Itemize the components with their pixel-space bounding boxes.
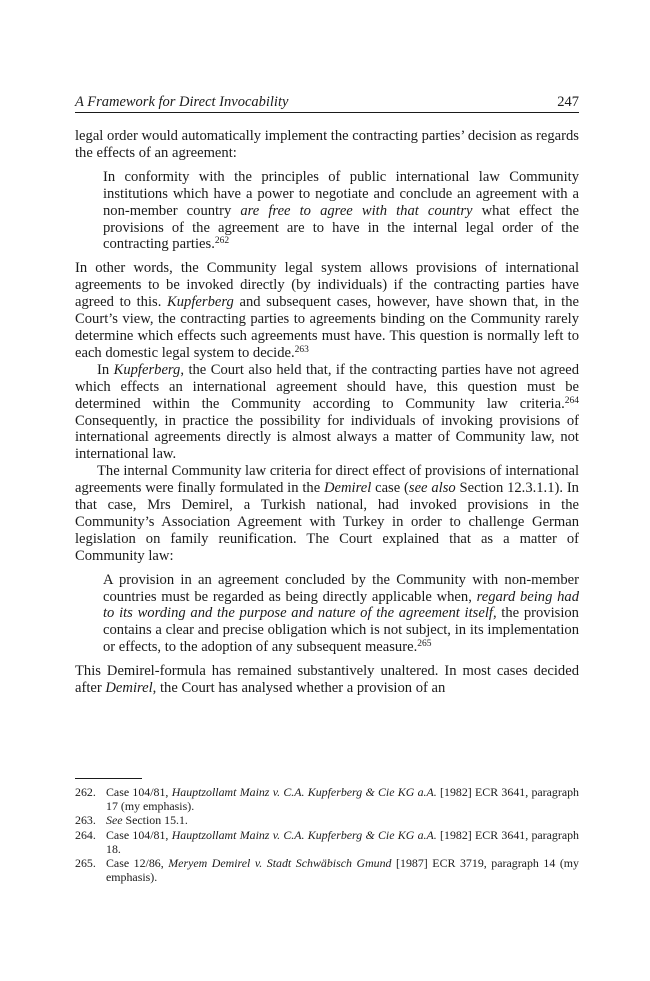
paragraph: In Kupferberg, the Court also held that, if the contracting parties have not agreed which effects an international agreement should have, this question must be determined within the Community according to Community law criteria.$^{264}$ Consequently, in practice the possibility for individuals of invoking provisions of international agreements directly is almost always a matter of Community law, not international law. <box>75 361 579 463</box>
footnote-ref: 262 <box>214 236 230 247</box>
footnote: 262. Case 104/81, Hauptzollamt Mainz v. C.A. Kupferberg & Cie KG a.A. [1982] ECR 3641, paragraph 17 (my emphasis). <box>75 785 579 814</box>
footnote: 265. Case 12/86, Meryem Demirel v. Stadt Schwäbisch Gmund [1987] ECR 3719, paragraph 14 (my emphasis). <box>75 856 579 885</box>
footnote-ref: 263 <box>294 344 309 355</box>
block-quote: In conformity with the principles of public international law Community institutions which have a power to negotiate and conclude an agreement with a non-member country are free to agree with that country what effect the provisions of the agreement are to have in the internal legal order of the contracting parties.$^{262}$ <box>103 168 579 253</box>
footnotes <box>75 785 579 884</box>
paragraph: legal order would automatically implement the contracting parties’ decision as regards the effects of an agreement: <box>75 128 579 161</box>
paragraph: The internal Community law criteria for direct effect of provisions of international agreements were finally formulated in the Demirel case (see also Section 12.3.1.1). In that case, Mrs Demirel, a Turkish national, had invoked provisions in the Community’s Association Agreement with Turkey in order to challenge German legislation on family reunification. The Court explained that as a matter of Community law: <box>75 463 579 564</box>
block-quote: A provision in an agreement concluded by the Community with non-member countries must be regarded as being directly applicable when, regard being had to its wording and the purpose and nature of the agreement itself, the provision contains a clear and precise obligation which is not subject, in its implementation or effects, to the adoption of any subsequent measure.$^{265}$ <box>103 571 579 656</box>
running-header <box>75 94 579 113</box>
paragraph: This Demirel-formula has remained substantively unaltered. In most cases decided after Demirel, the Court has analysed whether a provision of an <box>75 663 579 697</box>
footnote-separator <box>75 778 142 779</box>
paragraph: In other words, the Community legal system allows provisions of international agreements to be invoked directly (by individuals) if the contracting parties have agreed to this. Kupferberg and subsequent cases, however, have shown that, in the Court’s view, the contracting parties to agreements binding on the Community rarely determine which effects such agreements must have. This question is normally left to each domestic legal system to decide.$^{263}$ <box>75 260 579 361</box>
running-title: A Framework for Direct Invocability <box>75 94 289 110</box>
main-text <box>75 128 579 697</box>
footnote-ref: 265 <box>417 639 432 650</box>
page-number: 247 <box>557 94 579 110</box>
footnote-ref: 264 <box>564 395 579 406</box>
footnote: 264. Case 104/81, Hauptzollamt Mainz v. C.A. Kupferberg & Cie KG a.A. [1982] ECR 3641, paragraph 18. <box>75 827 579 856</box>
footnote: 263. See Section 15.1. <box>75 813 188 828</box>
